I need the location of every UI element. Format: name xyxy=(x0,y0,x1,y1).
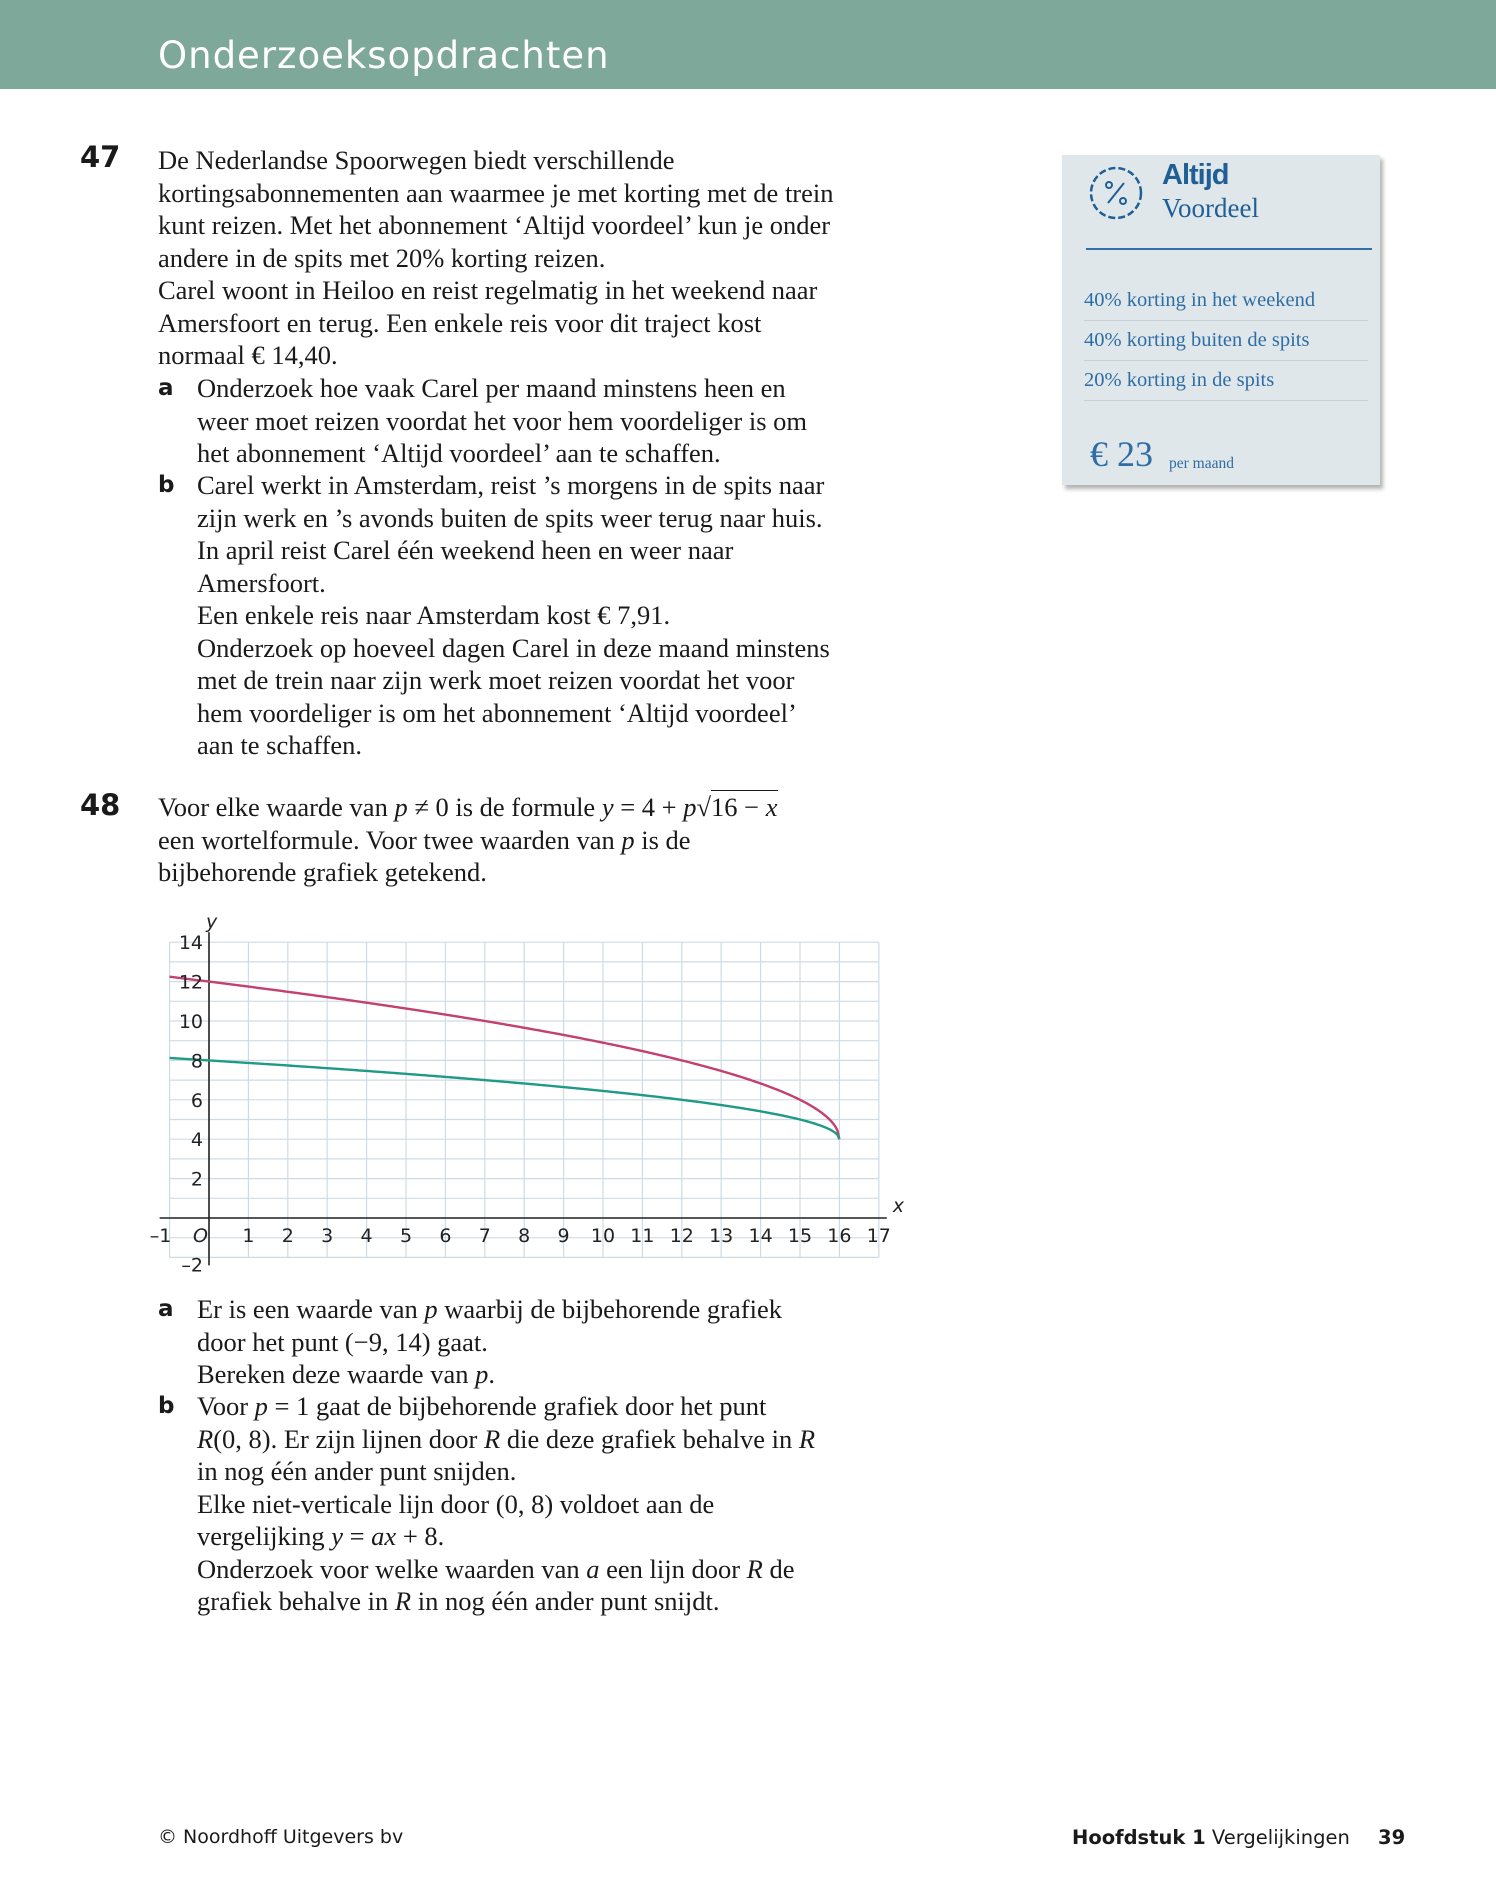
text-line: grafiek behalve in R in nog één ander punt snijdt. xyxy=(197,1586,720,1616)
text-line: door het punt (−9, 14) gaat. xyxy=(197,1326,488,1357)
text-line: Er is een waarde van p waarbij de bijbehorende grafiek xyxy=(197,1294,782,1324)
x-tick-label: 17 xyxy=(866,1225,891,1247)
footer-copyright: © Noordhoff Uitgevers bv xyxy=(158,1826,404,1848)
text-line: met de trein naar zijn werk moet reizen voordat het voor xyxy=(197,665,795,695)
x-tick-label: 2 xyxy=(281,1225,294,1247)
text-line: weer moet reizen voordat het voor hem voordeliger is om xyxy=(197,405,808,436)
exercise-47-number: 47 xyxy=(80,140,121,174)
text-line: andere in de spits met 20% korting reizen. xyxy=(158,242,606,273)
card-row: 40% korting buiten de spits xyxy=(1084,320,1368,361)
text-line: Bereken deze waarde van p. xyxy=(197,1359,495,1389)
text-line: Amersfoort en terug. Een enkele reis voor dit traject kost xyxy=(158,307,762,338)
x-tick-label: 14 xyxy=(748,1225,773,1247)
exercise-48-intro xyxy=(158,791,918,889)
text-line: Onderzoek voor welke waarden van a een lijn door R de xyxy=(197,1553,795,1584)
x-tick-label: 10 xyxy=(590,1225,616,1247)
card-price-unit: per maand xyxy=(1169,455,1234,472)
exercise-47-intro xyxy=(158,144,918,372)
text-line: in nog één ander punt snijden. xyxy=(197,1456,517,1486)
text-line: R(0, 8). Er zijn lijnen door R die deze grafiek behalve in R xyxy=(197,1423,816,1454)
x-tick-label: 4 xyxy=(360,1225,373,1247)
graph-chart xyxy=(140,905,920,1275)
x-tick-label: 13 xyxy=(709,1225,734,1247)
footer-chapter: Hoofdstuk 1 Vergelijkingen xyxy=(1072,1826,1350,1849)
text-line: het abonnement ‘Altijd voordeel’ aan te schaffen. xyxy=(197,438,721,468)
header-bar xyxy=(0,0,1496,89)
text-line: Onderzoek hoe vaak Carel per maand minstens heen en xyxy=(197,373,786,403)
y-tick-label: 4 xyxy=(190,1129,203,1152)
x-tick-label: –1 xyxy=(149,1225,172,1247)
card-row: 20% korting in de spits xyxy=(1084,360,1368,401)
y-tick-label: 12 xyxy=(178,971,203,994)
y-tick-label: 10 xyxy=(178,1011,203,1033)
text-line: kortingsabonnementen aan waarmee je met korting met de trein xyxy=(158,177,834,208)
section-title: Onderzoeksopdrachten xyxy=(158,34,610,77)
formula-line: Voor elke waarde van p ≠ 0 is de formule y = 4 + p√16 − x xyxy=(158,792,778,822)
text-line: bijbehorende grafiek getekend. xyxy=(158,857,487,887)
item-label: a xyxy=(158,375,174,401)
text-line: Amersfoort. xyxy=(197,567,326,598)
curve-p1 xyxy=(170,1058,840,1139)
y-tick-label: 8 xyxy=(190,1050,203,1073)
text-line: Voor p = 1 gaat de bijbehorende grafiek door het punt xyxy=(197,1391,767,1421)
y-tick-label: 2 xyxy=(190,1168,203,1191)
text-line: Carel woont in Heiloo en reist regelmatig in het weekend naar xyxy=(158,275,818,305)
x-tick-label: 3 xyxy=(321,1225,334,1247)
text-line: Onderzoek op hoeveel dagen Carel in deze maand minstens xyxy=(197,632,830,663)
x-tick-label: 16 xyxy=(827,1225,852,1247)
y-tick-label: 14 xyxy=(178,932,203,955)
sqrt-icon: √ xyxy=(696,792,712,822)
x-tick-label: 12 xyxy=(669,1225,694,1247)
card-price: € 23 xyxy=(1090,434,1153,474)
text-line: hem voordeliger is om het abonnement ‘Altijd voordeel’ xyxy=(197,697,797,728)
card-row: 40% korting in het weekend xyxy=(1084,280,1368,321)
text-line: Een enkele reis naar Amsterdam kost € 7,91. xyxy=(197,600,671,630)
text-line: Carel werkt in Amsterdam, reist ’s morgens in de spits naar xyxy=(197,470,825,500)
page-number: 39 xyxy=(1378,1826,1406,1849)
text-line: In april reist Carel één weekend heen en weer naar xyxy=(197,535,734,565)
text-line: Elke niet-verticale lijn door (0, 8) voldoet aan de xyxy=(197,1488,715,1519)
y-tick-label: –2 xyxy=(181,1254,203,1275)
y-axis-label: y xyxy=(206,911,218,934)
subscription-card xyxy=(1062,155,1380,485)
text-line: een wortelformule. Voor twee waarden van p is de xyxy=(158,824,691,855)
text-line: zijn werk en ’s avonds buiten de spits weer terug naar huis. xyxy=(197,502,823,533)
item-label: b xyxy=(158,1393,175,1419)
x-tick-label: 11 xyxy=(630,1225,655,1247)
y-tick-label: 6 xyxy=(190,1089,203,1112)
x-tick-label: 1 xyxy=(242,1225,255,1247)
x-tick-label: 5 xyxy=(399,1225,413,1247)
x-tick-label: 6 xyxy=(439,1225,452,1247)
percent-badge-icon xyxy=(1086,163,1146,228)
text-line: De Nederlandse Spoorwegen biedt verschillende xyxy=(158,145,675,175)
card-divider xyxy=(1086,248,1372,250)
x-tick-label: 7 xyxy=(478,1225,491,1247)
origin-label: O xyxy=(193,1225,208,1247)
exercise-48-number: 48 xyxy=(80,788,121,822)
x-axis-label: x xyxy=(892,1195,905,1217)
x-tick-label: 9 xyxy=(557,1225,570,1247)
text-line: kunt reizen. Met het abonnement ‘Altijd voordeel’ kun je onder xyxy=(158,210,831,240)
x-tick-label: 15 xyxy=(787,1225,813,1247)
x-tick-label: 8 xyxy=(518,1225,531,1247)
card-brand-line1: Altijd xyxy=(1162,159,1229,191)
text-line: aan te schaffen. xyxy=(197,730,363,760)
text-line: vergelijking y = ax + 8. xyxy=(197,1521,445,1551)
card-brand-line2: Voordeel xyxy=(1162,193,1259,223)
item-label: a xyxy=(158,1296,174,1322)
item-label: b xyxy=(158,472,175,498)
text-line: normaal € 14,40. xyxy=(158,340,338,370)
